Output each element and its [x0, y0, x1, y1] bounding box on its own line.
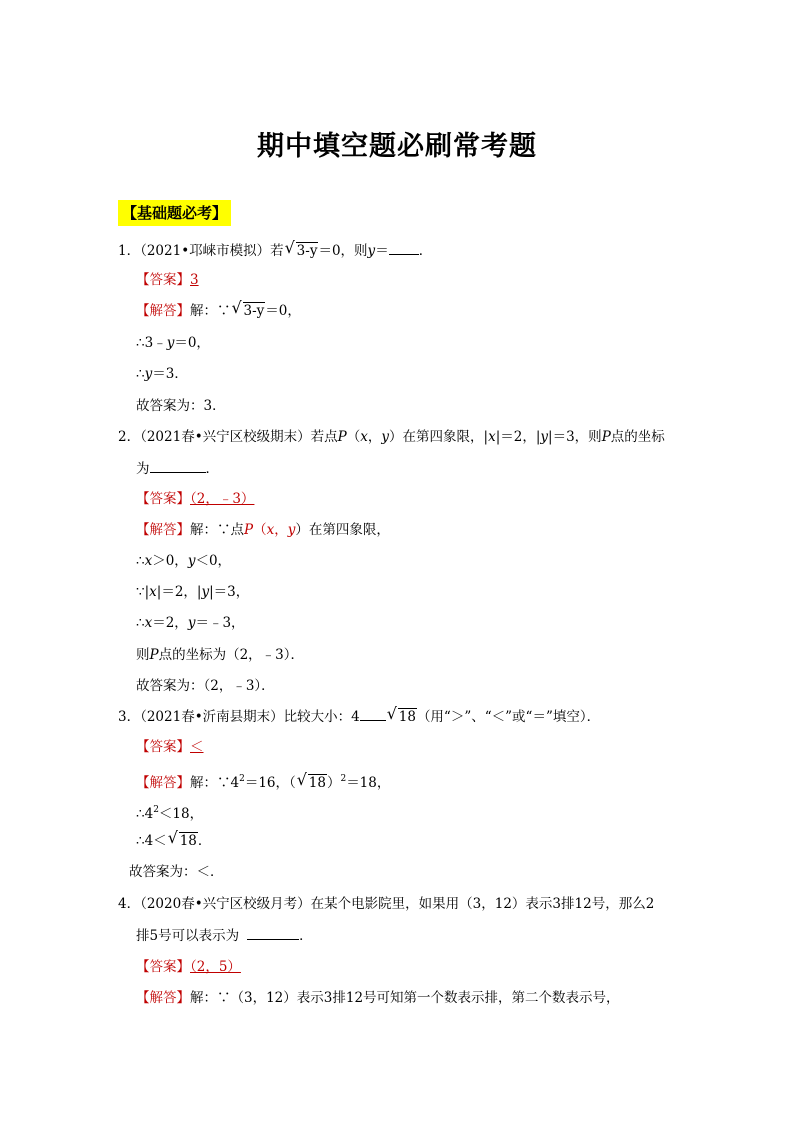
solution-text: ＝3． — [152, 366, 188, 382]
answer-value: （2，﹣3） — [190, 491, 255, 507]
radicand: 3-y — [296, 243, 318, 259]
variable: x — [144, 615, 153, 631]
answer-blank — [360, 706, 386, 721]
q2-text: 点的坐标 — [610, 429, 665, 445]
solution-text: ∵| — [136, 584, 150, 600]
solution-text: 则 — [136, 647, 150, 663]
variable: x — [149, 584, 157, 600]
radicand: 18 — [179, 833, 197, 849]
solution-text: ＝18， — [346, 775, 391, 791]
sqrt-symbol: √ 18 — [386, 704, 416, 725]
variable: y — [201, 584, 210, 600]
solution-text: ． — [197, 833, 212, 849]
solution-text: |＝3， — [209, 584, 250, 600]
variable: x — [360, 429, 368, 445]
answer-blank — [247, 925, 299, 940]
solution-text: ＜18， — [158, 806, 204, 822]
q3-text: 3．（2021春•沂南县期末）比较大小：4 — [118, 709, 360, 725]
answer-tag: 【答案】 — [136, 272, 190, 288]
solution-text: ， — [274, 522, 288, 538]
q2-end: ． — [205, 461, 219, 477]
q1-text-2: ＝0，则 — [318, 243, 368, 259]
solution-line — [136, 800, 203, 824]
solution-text: ∴ — [136, 366, 145, 382]
answer-value: 3 — [190, 272, 199, 288]
solution-line — [136, 551, 231, 571]
question-4: 4．（2020春•兴宁区校级月考）在某个电影院里，如果用（3，12）表示3排12号，那么2 — [118, 896, 655, 912]
q2-text: 2．（2021春•兴宁区校级期末）若点 — [118, 429, 338, 445]
solution-text: ＝2， — [152, 615, 188, 631]
answer-line — [136, 270, 199, 290]
solution-line — [136, 364, 188, 384]
q1-end: ． — [418, 243, 433, 259]
variable: P — [337, 429, 347, 445]
solution-line — [136, 520, 390, 540]
question-3 — [118, 706, 600, 727]
solution-text: ∴3﹣ — [136, 335, 167, 351]
q2-text: 为 — [136, 461, 150, 477]
final-answer: 故答案为：3． — [136, 398, 226, 414]
answer-value: （2，5） — [190, 959, 241, 975]
solution-text: ∴ — [136, 553, 145, 569]
answer-line — [136, 489, 254, 509]
exponent: 2 — [239, 774, 245, 784]
solution-text: ∴4＜ — [136, 833, 167, 849]
q2-text: |＝3，则 — [548, 429, 602, 445]
final-answer: 故答案为：（2，﹣3）． — [136, 678, 275, 694]
solution-text: |＝2，| — [156, 584, 202, 600]
solution-text: ） — [326, 775, 341, 791]
variable: P — [244, 522, 254, 538]
q2-text: （ — [346, 429, 361, 445]
question-1 — [118, 240, 432, 261]
question-2 — [118, 427, 665, 447]
solution-text: ＝16，（ — [244, 775, 296, 791]
section-label: 【基础题必考】 — [118, 200, 231, 226]
variable: y — [187, 615, 196, 631]
variable: y — [187, 553, 196, 569]
final-answer: 故答案为：＜． — [129, 864, 224, 880]
solution-text: ＝﹣3， — [195, 615, 245, 631]
solution-line — [136, 769, 390, 793]
q2-text: ）在第四象限，| — [389, 429, 489, 445]
solution-text: ）在第四象限， — [295, 522, 390, 538]
variable: y — [367, 243, 376, 259]
answer-blank — [150, 458, 206, 473]
q1-eq: ＝ — [375, 243, 389, 259]
variable: P — [149, 647, 159, 663]
exponent: 2 — [153, 805, 159, 815]
variable: y — [144, 366, 153, 382]
q2-text: ， — [367, 429, 382, 445]
answer-blank — [389, 240, 419, 255]
solution-line — [136, 333, 210, 353]
q4-end: ． — [299, 928, 313, 944]
solution-line — [136, 298, 301, 321]
answer-tag: 【答案】 — [136, 739, 190, 755]
solution-line — [136, 645, 304, 665]
page-title: 期中填空题必刷常考题 — [257, 131, 537, 162]
solution-text: （ — [253, 522, 267, 538]
q3-text: （用“＞”、“＜”或“＝”填空）． — [416, 709, 601, 725]
question-2-cont — [136, 458, 219, 479]
radicand: 18 — [308, 775, 326, 791]
solution-text: 解：∵ — [190, 303, 231, 319]
solution-text: 点的坐标为（2，﹣3）． — [158, 647, 305, 663]
solution-text: ＜0， — [195, 553, 232, 569]
radicand: 18 — [398, 709, 416, 725]
sqrt-symbol: √ 3-y — [231, 298, 265, 319]
solution-text: ＞0， — [152, 553, 188, 569]
solution-text: 解：∵（3，12）表示3排12号可知第一个数表示排，第二个数表示号， — [190, 990, 620, 1006]
answer-tag: 【答案】 — [136, 959, 190, 975]
sqrt-symbol: √ 3-y — [284, 238, 318, 259]
answer-value: ＜ — [190, 739, 204, 755]
answer-tag: 【答案】 — [136, 491, 190, 507]
q4-text: 排5号可以表示为 — [136, 928, 240, 944]
variable: x — [488, 429, 496, 445]
variable: P — [601, 429, 611, 445]
solution-line — [136, 828, 212, 851]
solution-text: 解：∵点 — [190, 522, 244, 538]
q1-text: 1．（2021•邛崃市模拟）若 — [118, 243, 284, 259]
sqrt-symbol: √ 18 — [296, 770, 326, 791]
radicand: 3-y — [243, 303, 265, 319]
variable: y — [540, 429, 549, 445]
solution-line — [136, 582, 249, 602]
exponent: 2 — [340, 774, 347, 784]
variable: y — [287, 522, 296, 538]
variable: y — [381, 429, 390, 445]
solution-tag: 【解答】 — [136, 522, 190, 538]
solution-text: ∴4 — [136, 806, 154, 822]
solution-text: 解：∵4 — [190, 775, 240, 791]
sqrt-symbol: √ 18 — [167, 828, 197, 849]
solution-tag: 【解答】 — [136, 303, 190, 319]
q2-text: |＝2，| — [495, 429, 541, 445]
solution-line — [136, 988, 620, 1008]
question-4-cont — [136, 925, 313, 946]
variable: x — [266, 522, 275, 538]
solution-text: ＝0， — [174, 335, 210, 351]
solution-text: ∴ — [136, 615, 145, 631]
solution-line — [136, 613, 245, 633]
solution-text: ＝0， — [265, 303, 301, 319]
variable: x — [144, 553, 153, 569]
answer-line — [136, 737, 204, 757]
variable: y — [166, 335, 175, 351]
answer-line — [136, 957, 241, 977]
solution-tag: 【解答】 — [136, 990, 190, 1006]
solution-tag: 【解答】 — [136, 775, 190, 791]
